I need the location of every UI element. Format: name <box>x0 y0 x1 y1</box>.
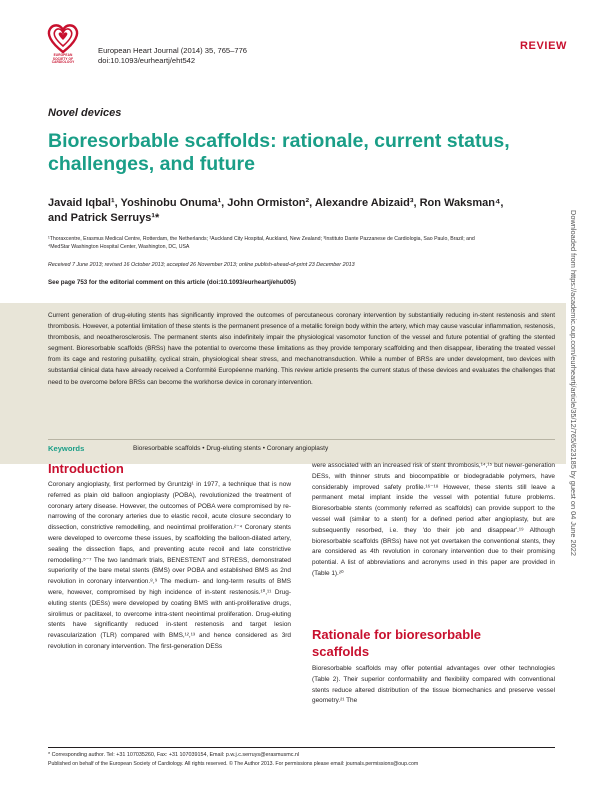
keywords-label: Keywords <box>48 444 85 453</box>
journal-line: European Heart Journal (2014) 35, 765–776 <box>98 46 248 55</box>
editorial-note: See page 753 for the editorial comment on this article (doi:10.1093/eurheartj/ehu005) <box>48 279 296 286</box>
affiliation-line: ⁴MedStar Washington Hospital Center, Washington, DC, USA <box>48 243 190 250</box>
heading-line: scaffolds <box>312 644 370 659</box>
logo-text: EUROPEAN SOCIETY OF CARDIOLOGY <box>51 53 75 65</box>
authors-line: Javaid Iqbal¹, Yoshinobu Onuma¹, John Ormiston², Alexandre Abizaid³, Ron Waksman⁴, <box>48 197 504 209</box>
right-column <box>312 461 555 580</box>
publisher-note: Published on behalf of the European Society of Cardiology. All rights reserved. © The Author 2013. For permissions please email: journals.permissions@oup.com <box>48 761 419 767</box>
affiliation-line: ¹Thoraxcentre, Erasmus Medical Centre, Rotterdam, the Netherlands; ²Auckland City Hospital, Auckland, New Zealand; ³Instituto Dante Pazzanese de Cardiologia, Sao Paulo, Brazil; and <box>48 236 475 242</box>
rationale-column <box>312 664 555 707</box>
keywords-divider <box>48 439 555 440</box>
download-watermark <box>564 210 580 600</box>
rationale-heading <box>312 626 555 660</box>
left-column <box>48 480 291 653</box>
author-list <box>48 196 568 226</box>
intro-heading: Introduction <box>48 461 124 476</box>
footer-divider <box>48 747 555 748</box>
rationale-paragraph: Bioresorbable scaffolds may offer potential advantages over other technologies (Table 2). Their superior conformability and flexibility compared with conventional stents reduce altered distribution of the tissue biomechanics and preserve vessel geometry.²¹ The <box>312 665 555 705</box>
esc-logo <box>46 22 80 72</box>
article-title: Bioresorbable scaffolds: rationale, current status, challenges, and future <box>48 130 510 175</box>
section-tag: Novel devices <box>48 107 122 119</box>
keywords-list: Bioresorbable scaffolds • Drug-eluting stents • Coronary angioplasty <box>133 445 329 452</box>
body-paragraph: were associated with an increased risk of stent thrombosis,¹⁴,¹⁵ but newer-generation DESs, with thinner struts and biocompatible or biodegradable polymers, have considerably improved safety profile.¹⁶⁻¹⁸ However, these stents still leave a permanent metal implant inside the vessel with potential future problems. Bioresorbable stents (commonly referred as scaffolds) can provide support to the vessel wall (similar to a stent) for a defined period after angioplasty, but are subsequently resorbed, i.e. they 'do their job and disappear'.¹⁹ Although bioresorbable scaffolds (BRSs) have not yet overtaken the conventional stents, they are considered as 4th revolution in coronary intervention due to their promising potential. A list of abbreviations and acronyms used in this paper are provided in (Table 1).²⁰ <box>312 462 555 577</box>
heart-logo-icon <box>46 22 80 54</box>
abstract-text: Current generation of drug-eluting stents has significantly improved the outcomes of percutaneous coronary intervention by substantially reducing in-stent restenosis and stent thrombosis. However, a potential limitation of these stents is the permanent presence of a metallic foreign body within the artery, which may cause vascular inflammation, restenosis, thrombosis, and neoatherosclerosis. The permanent stents also indefinitely impair the physiological vasomotor function of the vessel and future potential of grafting the stented segment. Bioresorbable scaffolds (BRSs) have the potential to overcome these limitations as they provide temporary scaffolding and then disappear, liberating the treated vessel from its cage and restoring pulsatility, cyclical strain, physiological shear stress, and mechanotransduction. While a number of BRSs are under development, two devices with substantial clinical data have already received a Conformité Européenne marking. This review article presents the current status of these devices and evaluates the challenges that need to be overcome before BRSs can become the workhorse device in coronary intervention. <box>48 312 555 386</box>
authors-line: and Patrick Serruys¹* <box>48 212 160 224</box>
download-text: Downloaded from https://academic.oup.com/eurheartj/article/35/12/765/623185 by guest on 04 June 2022 <box>569 210 578 556</box>
affiliations <box>48 236 573 251</box>
journal-citation <box>98 46 247 66</box>
article-type-label: REVIEW <box>520 40 567 52</box>
article-dates: Received 7 June 2013; revised 16 October 2013; accepted 26 November 2013; online publish-ahead-of-print 23 December 2013 <box>48 262 355 268</box>
corresponding-author: * Corresponding author. Tel: +31 107035260, Fax: +31 107039154, Email: p.w.j.c.serruys@erasmusmc.nl <box>48 752 300 758</box>
intro-paragraph: Coronary angioplasty, first performed by Gruntzig¹ in 1977, a technique that is now referred as plain old balloon angioplasty (POBA), revolutionized the treatment of coronary artery disease. However, the outcomes of POBA were compromised by re-narrowing of the coronary arteries due to elastic recoil, acute closure secondary to dissection, constrictive remodelling, and neointimal proliferation.²⁻⁴ Coronary stents were developed to overcome these issues, by scaffolding the balloon-dilated artery, sealing the dissection flaps, and preventing acute recoil and late constrictive remodelling.⁵⁻⁷ The two landmark trials, BENESTENT and STRESS, demonstrated superiority of the bare metal stents (BMS) over POBA and established BMS as 2nd revolution in coronary intervention.⁸,⁹ The medium- and long-term results of BMS were, however, compromised by high incidence of in-stent restenosis.¹⁰,¹¹ Drug-eluting stents (DESs) were developed by coating BMS with anti-proliferative drugs, sirolimus or paclitaxel, to overcome intra-stent neointimal proliferation. Drug-eluting stents have significantly reduced in-stent restenosis and target lesion revascularization (TLR) compared with BMS,¹²,¹³ and hence considered as 3rd revolution in coronary intervention. The first-generation DESs <box>48 481 291 650</box>
heading-line: Rationale for bioresorbable <box>312 627 482 642</box>
doi-line: doi:10.1093/eurheartj/eht542 <box>98 56 196 65</box>
